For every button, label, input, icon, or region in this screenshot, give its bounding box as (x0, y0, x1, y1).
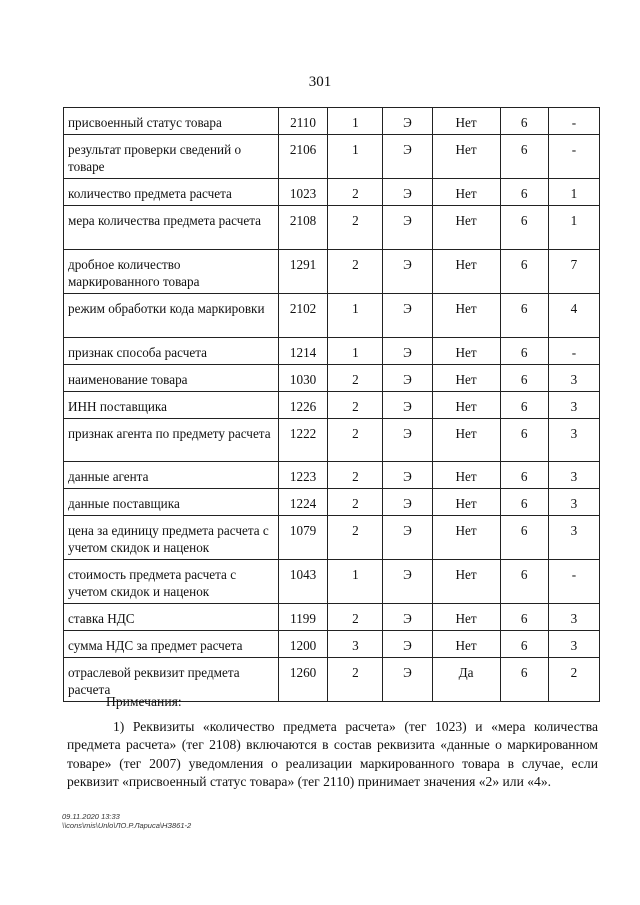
cell-mandatory-value: Нет (432, 250, 500, 294)
cell-form-value: Э (383, 489, 432, 516)
cell-mandatory-value: Нет (432, 462, 500, 489)
cell-form-value: Э (383, 179, 432, 206)
cell-tag-number: 1079 (278, 516, 328, 560)
cell-tag-number: 1224 (278, 489, 328, 516)
cell-tag-number: 1199 (278, 604, 328, 631)
table-row (64, 419, 600, 462)
table-row (64, 631, 600, 658)
footer-file-path: \\cons\mis\Unlo\ЛО.Р.Лариса\НЗ861-2 (62, 821, 192, 830)
cell-mandatory-value: Нет (432, 294, 500, 338)
cell-format-value: 2 (328, 658, 383, 702)
table-row (64, 108, 600, 135)
cell-form-value: Э (383, 631, 432, 658)
notes-section (67, 693, 598, 792)
cell-mandatory-value: Нет (432, 516, 500, 560)
cell-format-value: 1 (328, 108, 383, 135)
cell-form-value: Э (383, 462, 432, 489)
cell-note-value: 1 (548, 206, 599, 250)
table-row (64, 560, 600, 604)
table-row (64, 365, 600, 392)
cell-format-value: 2 (328, 462, 383, 489)
cell-form-value: Э (383, 206, 432, 250)
cell-form-value: Э (383, 250, 432, 294)
page-number: 301 (308, 74, 332, 90)
cell-form-value: Э (383, 365, 432, 392)
cell-form-value: Э (383, 560, 432, 604)
cell-form-value: Э (383, 419, 432, 462)
cell-requisite-name: мера количества предмета расчета (64, 206, 279, 250)
cell-mandatory-value: Нет (432, 108, 500, 135)
cell-form-value: Э (383, 108, 432, 135)
cell-requisite-name: признак способа расчета (64, 338, 279, 365)
cell-mandatory-value: Нет (432, 338, 500, 365)
cell-tag-number: 1023 (278, 179, 328, 206)
cell-note-value: 7 (548, 250, 599, 294)
cell-tag-number: 1043 (278, 560, 328, 604)
cell-requisite-name: наименование товара (64, 365, 279, 392)
table-row (64, 489, 600, 516)
cell-tag-number: 1291 (278, 250, 328, 294)
cell-note-value: 3 (548, 392, 599, 419)
cell-version-value: 6 (500, 294, 548, 338)
cell-tag-number: 2108 (278, 206, 328, 250)
cell-version-value: 6 (500, 108, 548, 135)
table-row (64, 338, 600, 365)
cell-requisite-name: отраслевой реквизит предмета расчета (64, 658, 279, 702)
cell-requisite-name: режим обработки кода маркировки (64, 294, 279, 338)
cell-format-value: 2 (328, 419, 383, 462)
cell-format-value: 1 (328, 135, 383, 179)
cell-tag-number: 1030 (278, 365, 328, 392)
cell-format-value: 2 (328, 392, 383, 419)
cell-note-value: 3 (548, 631, 599, 658)
cell-mandatory-value: Да (432, 658, 500, 702)
requisites-table (63, 107, 600, 702)
cell-form-value: Э (383, 294, 432, 338)
table-row (64, 294, 600, 338)
cell-mandatory-value: Нет (432, 206, 500, 250)
cell-version-value: 6 (500, 338, 548, 365)
cell-mandatory-value: Нет (432, 392, 500, 419)
cell-version-value: 6 (500, 560, 548, 604)
cell-format-value: 1 (328, 338, 383, 365)
cell-version-value: 6 (500, 462, 548, 489)
cell-requisite-name: присвоенный статус товара (64, 108, 279, 135)
cell-version-value: 6 (500, 135, 548, 179)
table-row (64, 462, 600, 489)
cell-note-value: - (548, 108, 599, 135)
cell-version-value: 6 (500, 206, 548, 250)
cell-version-value: 6 (500, 365, 548, 392)
cell-requisite-name: количество предмета расчета (64, 179, 279, 206)
cell-requisite-name: данные агента (64, 462, 279, 489)
cell-requisite-name: ставка НДС (64, 604, 279, 631)
cell-format-value: 2 (328, 489, 383, 516)
cell-requisite-name: данные поставщика (64, 489, 279, 516)
cell-format-value: 2 (328, 206, 383, 250)
cell-requisite-name: признак агента по предмету расчета (64, 419, 279, 462)
cell-form-value: Э (383, 658, 432, 702)
cell-note-value: 3 (548, 462, 599, 489)
cell-format-value: 3 (328, 631, 383, 658)
cell-form-value: Э (383, 338, 432, 365)
cell-note-value: - (548, 560, 599, 604)
notes-heading: Примечания: (106, 694, 182, 709)
cell-mandatory-value: Нет (432, 179, 500, 206)
cell-requisite-name: ИНН поставщика (64, 392, 279, 419)
cell-note-value: 4 (548, 294, 599, 338)
cell-version-value: 6 (500, 489, 548, 516)
cell-note-value: 1 (548, 179, 599, 206)
cell-form-value: Э (383, 135, 432, 179)
cell-requisite-name: результат проверки сведений о товаре (64, 135, 279, 179)
cell-version-value: 6 (500, 631, 548, 658)
table-row (64, 179, 600, 206)
cell-version-value: 6 (500, 179, 548, 206)
cell-mandatory-value: Нет (432, 365, 500, 392)
cell-tag-number: 2106 (278, 135, 328, 179)
cell-form-value: Э (383, 516, 432, 560)
cell-format-value: 1 (328, 294, 383, 338)
cell-mandatory-value: Нет (432, 135, 500, 179)
cell-format-value: 2 (328, 516, 383, 560)
cell-requisite-name: цена за единицу предмета расчета с учетом скидок и наценок (64, 516, 279, 560)
document-footer (62, 812, 191, 830)
cell-note-value: 3 (548, 516, 599, 560)
cell-mandatory-value: Нет (432, 489, 500, 516)
cell-requisite-name: дробное количество маркированного товара (64, 250, 279, 294)
cell-note-value: 3 (548, 419, 599, 462)
cell-tag-number: 1260 (278, 658, 328, 702)
cell-version-value: 6 (500, 516, 548, 560)
cell-format-value: 2 (328, 179, 383, 206)
cell-note-value: 3 (548, 604, 599, 631)
cell-requisite-name: стоимость предмета расчета с учетом скидок и наценок (64, 560, 279, 604)
cell-note-value: 3 (548, 365, 599, 392)
cell-note-value: - (548, 338, 599, 365)
cell-form-value: Э (383, 392, 432, 419)
cell-version-value: 6 (500, 658, 548, 702)
cell-note-value: 3 (548, 489, 599, 516)
cell-tag-number: 2102 (278, 294, 328, 338)
cell-tag-number: 2110 (278, 108, 328, 135)
cell-note-value: - (548, 135, 599, 179)
cell-note-value: 2 (548, 658, 599, 702)
cell-format-value: 1 (328, 560, 383, 604)
cell-mandatory-value: Нет (432, 560, 500, 604)
cell-mandatory-value: Нет (432, 631, 500, 658)
table-row (64, 516, 600, 560)
cell-tag-number: 1200 (278, 631, 328, 658)
cell-tag-number: 1214 (278, 338, 328, 365)
cell-requisite-name: сумма НДС за предмет расчета (64, 631, 279, 658)
cell-version-value: 6 (500, 392, 548, 419)
cell-mandatory-value: Нет (432, 419, 500, 462)
footer-timestamp: 09.11.2020 13:33 (62, 812, 120, 821)
cell-version-value: 6 (500, 604, 548, 631)
table-row (64, 604, 600, 631)
cell-tag-number: 1223 (278, 462, 328, 489)
cell-format-value: 2 (328, 604, 383, 631)
cell-version-value: 6 (500, 419, 548, 462)
cell-format-value: 2 (328, 250, 383, 294)
cell-format-value: 2 (328, 365, 383, 392)
table-row (64, 135, 600, 179)
table-row (64, 206, 600, 250)
notes-paragraph: 1) Реквизиты «количество предмета расчета» (тег 1023) и «мера количества предмета расчета» (тег 2108) включаются в состав реквизита «данные о маркированном товаре» (тег 2007) уведомления о реализации маркированного товара в случае, если реквизит «присвоенный статус товара» (тег 2110) принимает значения «2» или «4». (67, 718, 598, 789)
cell-tag-number: 1222 (278, 419, 328, 462)
cell-form-value: Э (383, 604, 432, 631)
table-row (64, 250, 600, 294)
cell-mandatory-value: Нет (432, 604, 500, 631)
cell-tag-number: 1226 (278, 392, 328, 419)
table-row (64, 392, 600, 419)
cell-version-value: 6 (500, 250, 548, 294)
